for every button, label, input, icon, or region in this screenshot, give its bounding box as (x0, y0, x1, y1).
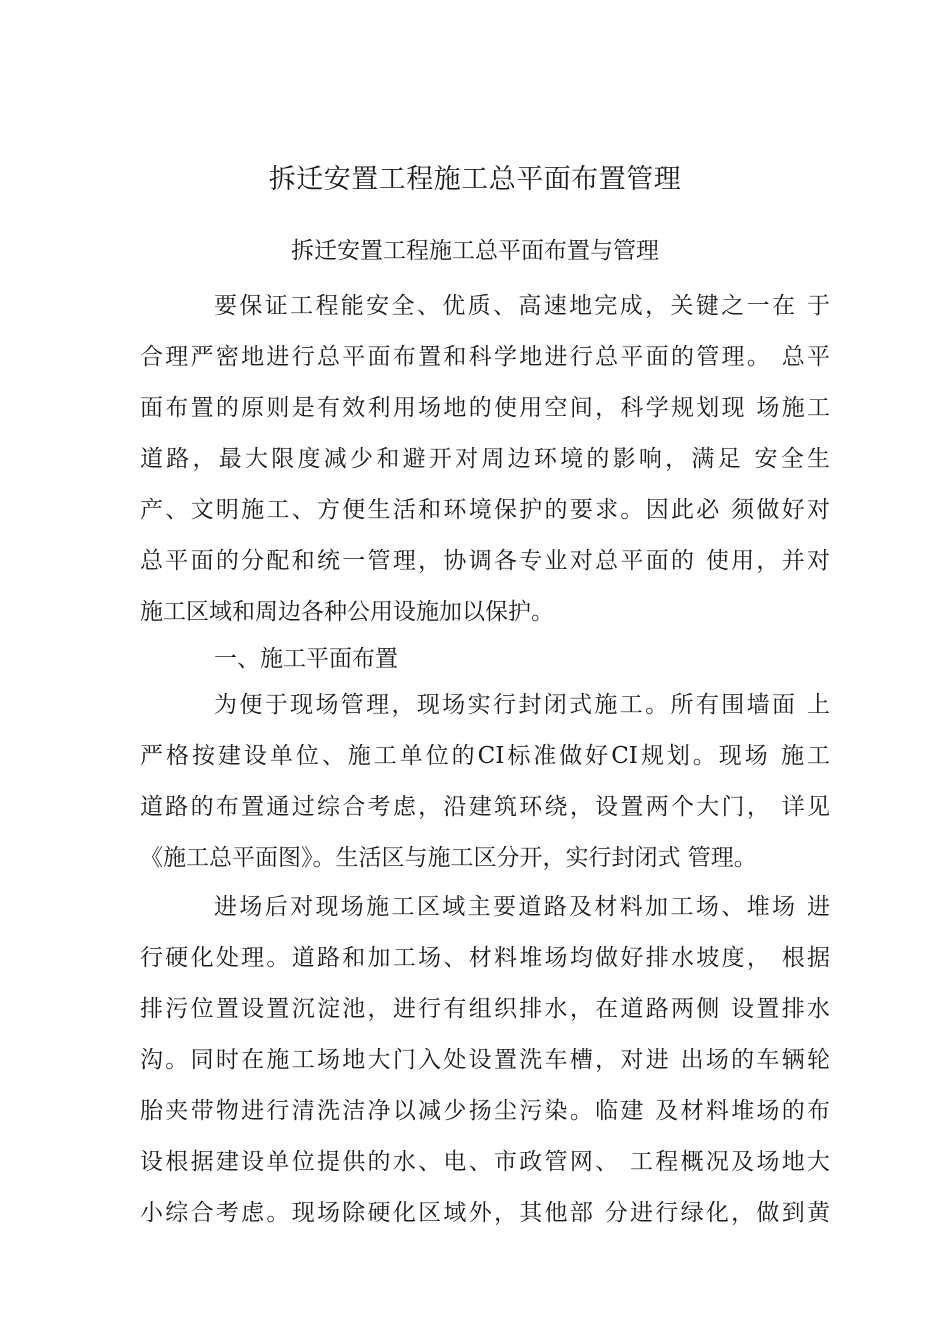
paragraph-line: 要保证工程能安全、优质、高速地完成，关键之一在 于 (214, 293, 830, 319)
paragraph-line: 进场后对现场施工区域主要道路及材料加工场、堆场 进 (214, 894, 830, 920)
section-heading: 一、施工平面布置 (214, 646, 398, 672)
paragraph-line: 《施工总平面图》。生活区与施工区分开，实行封闭式 管理。 (140, 845, 757, 871)
paragraph-line: 严格按建设单位、施工单位的CI标准做好CI规划。现场 施工 (140, 743, 830, 769)
paragraph-line: 道路的布置通过综合考虑，沿建筑环绕，设置两个大门， 详见 (140, 794, 830, 820)
document-title: 拆迁安置工程施工总平面布置管理 (268, 164, 682, 195)
paragraph-line: 面布置的原则是有效利用场地的使用空间，科学规划现 场施工 (140, 395, 830, 421)
paragraph-line: 设根据建设单位提供的水、电、市政管网、 工程概况及场地大 (140, 1149, 830, 1175)
paragraph-line: 沟。同时在施工场地大门入处设置洗车槽，对进 出场的车辆轮 (140, 1047, 830, 1073)
paragraph-line: 总平面的分配和统一管理，协调各专业对总平面的 使用，并对 (140, 548, 830, 574)
paragraph-line: 施工区域和周边各种公用设施加以保护。 (140, 599, 554, 625)
paragraph-line: 为便于现场管理，现场实行封闭式施工。所有围墙面 上 (214, 692, 830, 718)
paragraph-line: 行硬化处理。道路和加工场、材料堆场均做好排水坡度， 根据 (140, 945, 830, 971)
paragraph-line: 道路，最大限度减少和避开对周边环境的影响，满足 安全生 (140, 446, 830, 472)
document-subtitle: 拆迁安置工程施工总平面布置与管理 (291, 238, 659, 264)
paragraph-line: 产、文明施工、方便生活和环境保护的要求。因此必 须做好对 (140, 497, 830, 523)
paragraph-line: 小综合考虑。现场除硬化区域外，其他部 分进行绿化，做到黄 (140, 1200, 830, 1226)
paragraph-line: 排污位置设置沉淀池，进行有组织排水，在道路两侧 设置排水 (140, 996, 830, 1022)
paragraph-line: 合理严密地进行总平面布置和科学地进行总平面的管理。 总平 (140, 344, 830, 370)
paragraph-line: 胎夹带物进行清洗洁净以减少扬尘污染。临建 及材料堆场的布 (140, 1098, 830, 1124)
